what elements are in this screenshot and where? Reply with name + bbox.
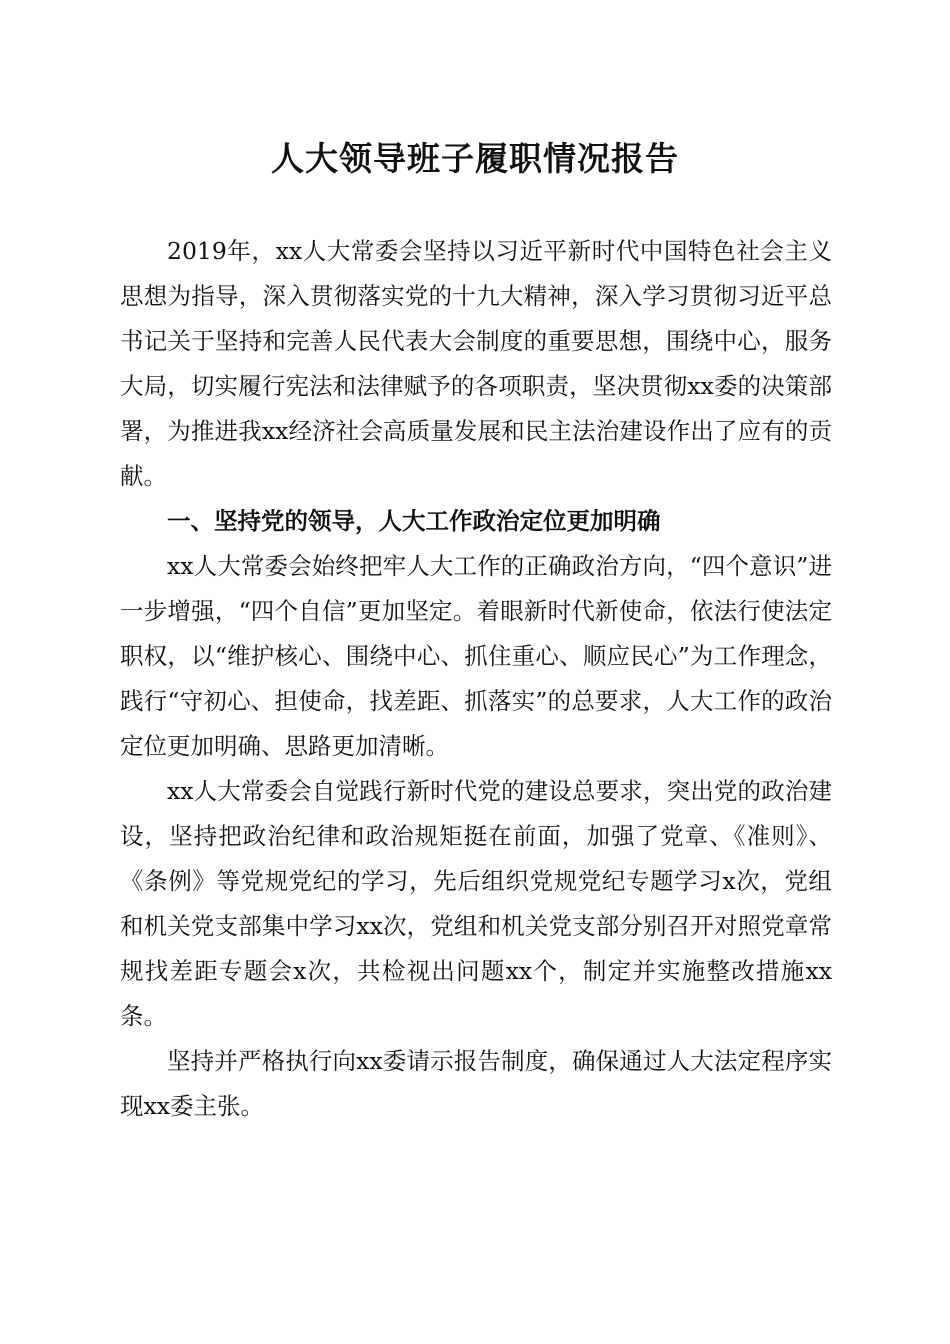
paragraph-intro: 2019年，xx人大常委会坚持以习近平新时代中国特色社会主义思想为指导，深入贯彻落实党的十九大精神，深入学习贯彻习近平总书记关于坚持和完善人民代表大会制度的重要思想，围绕中心，服务大局，切实履行宪法和法律赋予的各项职责，坚决贯彻xx委的决策部署，为推进我xx经济社会高质量发展和民主法治建设作出了应有的贡献。 [120, 237, 832, 490]
document-title: 人大领导班子履职情况报告 [271, 139, 679, 178]
paragraph-reporting-system: 坚持并严格执行向xx委请示报告制度，确保通过人大法定程序实现xx委主张。 [120, 1047, 832, 1120]
paragraph-party-building: xx人大常委会自觉践行新时代党的建设总要求，突出党的政治建设，坚持把政治纪律和政治规矩挺在前面，加强了党章、《准则》、《条例》等党规党纪的学习，先后组织党规党纪专题学习x次，党组和机关党支部集中学习xx次，党组和机关党支部分别召开对照党章常规找差距专题会x次，共检视出问题xx个，制定并实施整改措施xx条。 [120, 777, 832, 1030]
document-body [120, 229, 832, 1129]
section-heading-1: 一、坚持党的领导，人大工作政治定位更加明确 [167, 507, 661, 535]
paragraph-political-direction: xx人大常委会始终把牢人大工作的正确政治方向，“四个意识”进一步增强，“四个自信”更加坚定。着眼新时代新使命，依法行使法定职权，以“维护核心、围绕中心、抓住重心、顺应民心”为工作理念，践行“守初心、担使命，找差距、抓落实”的总要求，人大工作的政治定位更加明确、思路更加清晰。 [120, 552, 832, 760]
